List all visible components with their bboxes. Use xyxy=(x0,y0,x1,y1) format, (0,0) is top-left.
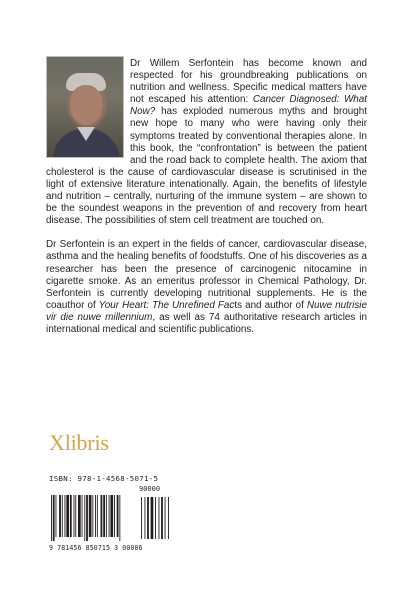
bio-paragraph-2-run: Nuwe nutrisie vir die nuwe millennium xyxy=(46,299,367,323)
bio-paragraph-1 xyxy=(46,58,367,227)
barcode-addon-bar xyxy=(168,497,169,539)
barcode-addon-bar xyxy=(141,497,142,539)
barcode-bar xyxy=(70,495,72,537)
barcode-bar xyxy=(109,495,110,537)
bio-paragraph-2-run: Your Heart: The Unrefined Fac xyxy=(98,299,235,311)
bio-paragraph-2-run: , as well as 74 authoritative research articles in international medical and scientific publications. xyxy=(46,311,367,335)
barcode-addon-bar xyxy=(155,497,156,539)
bio-paragraph-2-run: ts and author of xyxy=(234,299,307,311)
barcode-addon-bar xyxy=(165,497,166,539)
barcode-bar xyxy=(74,495,75,537)
barcode-bar xyxy=(84,495,85,541)
barcode-bar xyxy=(66,495,69,537)
barcode-bar xyxy=(65,495,66,537)
barcode-bar xyxy=(89,495,92,537)
barcode-addon-bar xyxy=(161,497,163,539)
barcode-price-code: 90000 xyxy=(139,485,161,493)
bio-paragraph-2-text xyxy=(46,239,367,335)
bio-paragraph-2 xyxy=(46,239,367,336)
barcode-addon-bar xyxy=(145,497,146,539)
author-bio xyxy=(46,58,367,336)
barcode-bar xyxy=(62,495,63,537)
barcode-bar xyxy=(106,495,107,537)
barcode-bar xyxy=(51,495,52,541)
barcode-bar xyxy=(95,495,96,537)
barcode-bar xyxy=(75,495,76,537)
barcode-bar xyxy=(59,495,61,537)
barcode-bar xyxy=(56,495,57,537)
barcode-addon-bar xyxy=(147,497,149,539)
barcode-bar xyxy=(119,495,120,541)
barcode-digits: 9 781456 850715 3 00086 xyxy=(49,544,143,552)
barcode-bar xyxy=(117,495,119,537)
barcode xyxy=(49,485,173,541)
barcode-bar xyxy=(103,495,105,537)
bio-paragraph-1-run: has exploded numerous myths and brought new hope to many who were having only their symptoms treated by conventional therapies alone. In this book, the “confrontation” is between the patient and the road back to complete health. The axiom that cholesterol is the cause of cardiovascular disease is scrutinised in the light of extensive literature intenationally. Again, the benefits of lifestyle and nutrition – centrally, nurturing of the immune system – are shown to be the soundest weapons in the prevention of and recovery from heart disease. The possibilities of stem cell treatment are touched on. xyxy=(46,106,367,227)
barcode-bar xyxy=(114,495,115,537)
barcode-bar xyxy=(82,495,83,537)
bio-paragraph-1-run: Dr Willem Serfontein has become known and respected for his groundbreaking publications on nutrition and wellness. Specific medical matters have not escaped his attention: xyxy=(130,58,367,106)
barcode-bar xyxy=(86,495,88,541)
barcode-bar xyxy=(53,495,55,541)
barcode-bar xyxy=(110,495,113,537)
bio-paragraph-2-run: Dr Serfontein is an expert in the fields of cancer, cardiovascular disease, asthma and the healing benefits of foodstuffs. One of his discoveries as a researcher has been the presence of carcinogenic nitocamine in cigarette smoke. As an emeritus professor in Chemical Pathology, Dr. Serfontein is currently developing nutritional supplements. He is the coauthor of xyxy=(46,239,367,311)
barcode-bar xyxy=(78,495,81,537)
barcode-bar xyxy=(101,495,103,537)
barcode-bar xyxy=(92,495,93,537)
bio-paragraph-1-run: Cancer Diagnosed: What Now? xyxy=(130,94,367,118)
barcode-addon-bar xyxy=(151,497,154,539)
barcode-addon-bar xyxy=(159,497,160,539)
barcode-bar xyxy=(97,495,98,537)
publisher-logo: Xlibris xyxy=(49,430,109,455)
isbn-label: ISBN: 978-1-4568-5071-5 xyxy=(49,474,159,483)
